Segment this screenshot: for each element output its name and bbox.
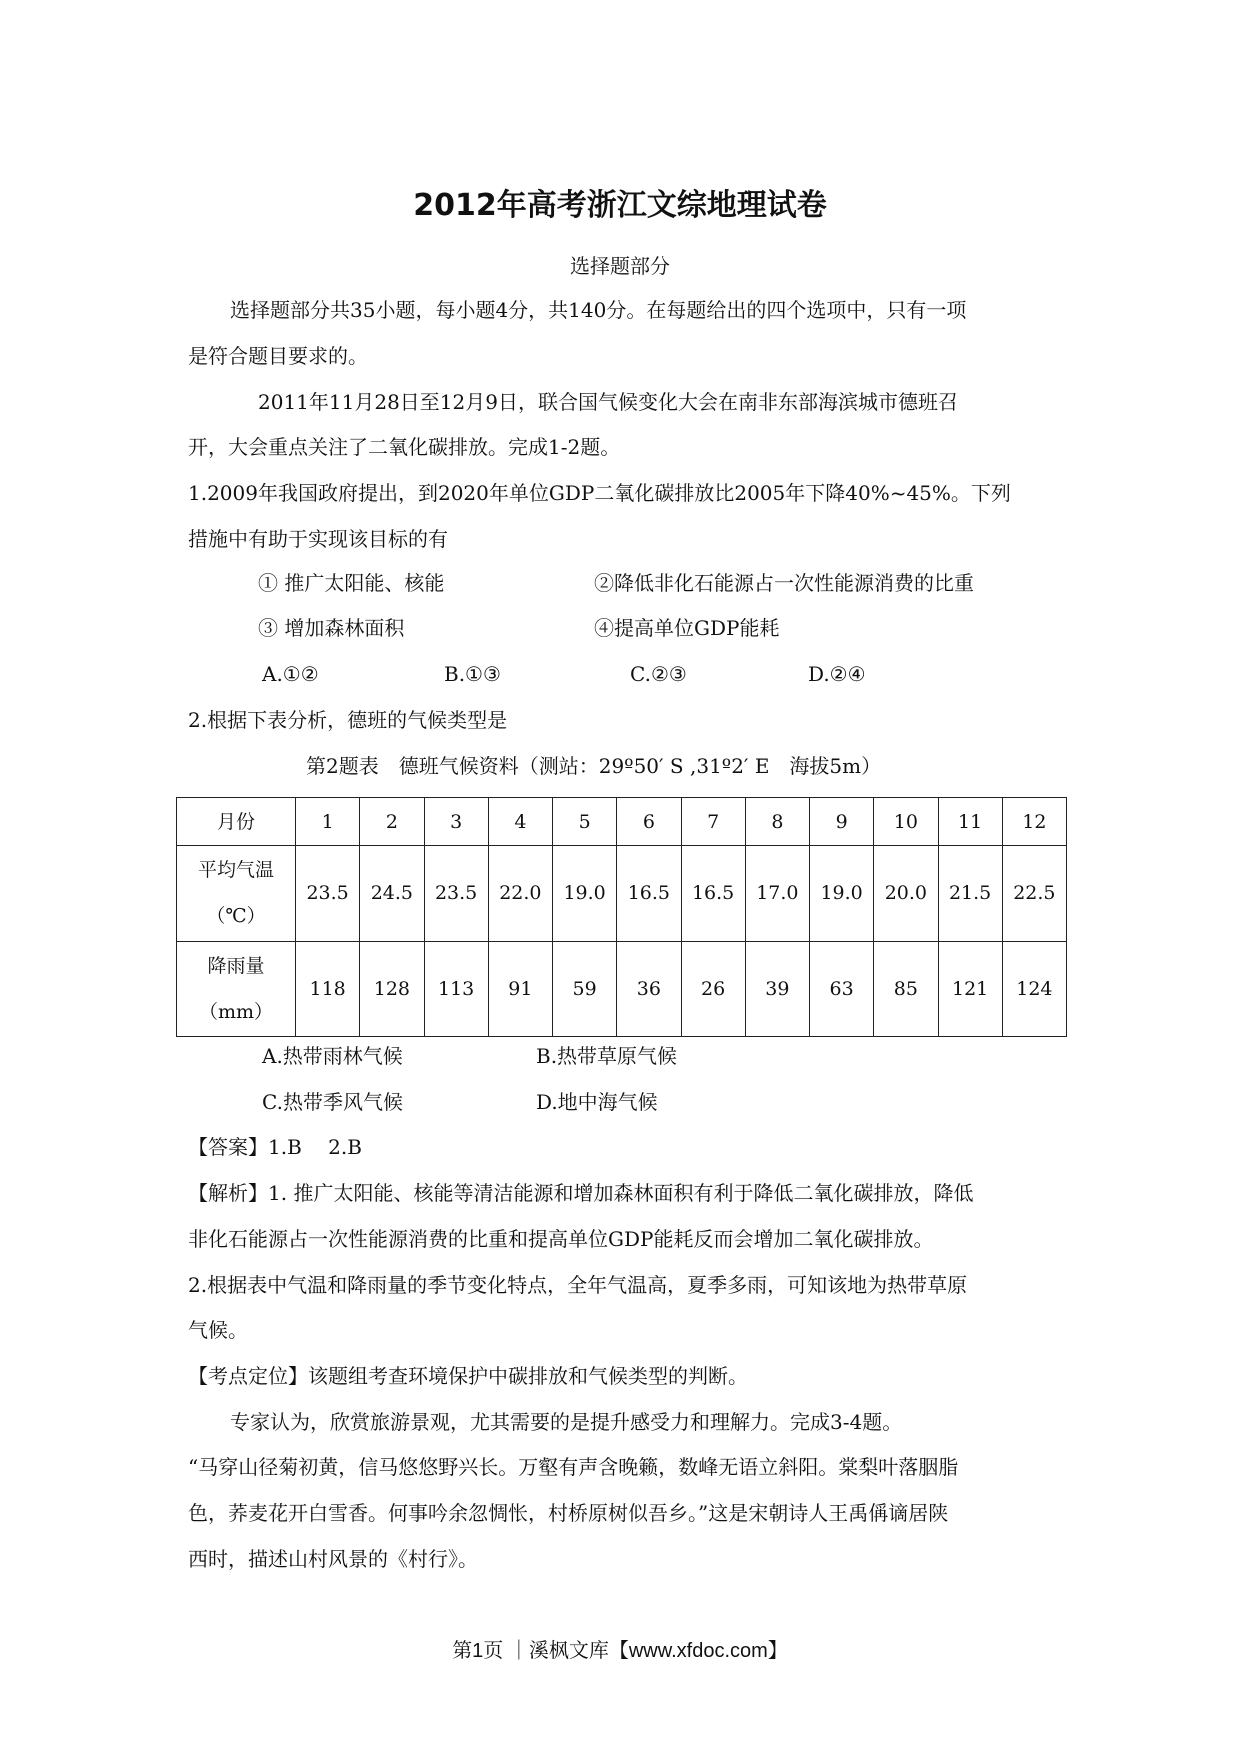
poem-line-1: “马穿山径菊初黄，信马悠悠野兴长。万壑有声含晚籁，数峰无语立斜阳。棠梨叶落胭脂 xyxy=(188,1455,959,1479)
page-title: 2012年高考浙江文综地理试卷 xyxy=(413,188,827,223)
month-cell: 5 xyxy=(553,798,617,846)
rainfall-cell: 59 xyxy=(553,941,617,1036)
q1-item-1: ① 推广太阳能、核能 xyxy=(258,571,445,595)
context1-line-2: 开，大会重点关注了二氧化碳排放。完成1-2题。 xyxy=(188,435,621,459)
rainfall-cell: 85 xyxy=(874,941,938,1036)
temperature-label: 平均气温 xyxy=(197,859,274,882)
q1-line-2: 措施中有助于实现该目标的有 xyxy=(188,527,448,551)
q2-option-c: C.热带季风气候 xyxy=(262,1090,403,1114)
rainfall-cell: 39 xyxy=(745,941,809,1036)
temperature-cell: 16.5 xyxy=(617,846,681,941)
context2-line: 专家认为，欣赏旅游景观，尤其需要的是提升感受力和理解力。完成3-4题。 xyxy=(230,1410,903,1434)
q1-option-c: C.②③ xyxy=(630,662,687,686)
temperature-cell: 22.0 xyxy=(488,846,552,941)
q2-line-1: 2.根据下表分析，德班的气候类型是 xyxy=(188,708,508,732)
month-cell: 7 xyxy=(681,798,745,846)
temperature-cell: 23.5 xyxy=(296,846,360,941)
table-row-rainfall xyxy=(177,941,1067,1036)
analysis-line-1: 【解析】1. 推广太阳能、核能等清洁能源和增加森林面积有利于降低二氧化碳排放，降低 xyxy=(188,1181,974,1205)
month-cell: 10 xyxy=(874,798,938,846)
rainfall-cell: 121 xyxy=(938,941,1002,1036)
temperature-cell: 19.0 xyxy=(553,846,617,941)
table-row-months xyxy=(177,798,1067,846)
q1-option-b: B.①③ xyxy=(444,662,501,686)
page-footer: 第1页 ｜溪枫文库【www.xfdoc.com】 xyxy=(452,1640,788,1662)
row-header-rainfall xyxy=(177,941,296,1036)
month-cell: 9 xyxy=(810,798,874,846)
temperature-cell: 17.0 xyxy=(745,846,809,941)
context1-line-1: 2011年11月28日至12月9日，联合国气候变化大会在南非东部海滨城市德班召 xyxy=(258,390,958,414)
analysis-line-3: 2.根据表中气温和降雨量的季节变化特点，全年气温高，夏季多雨，可知该地为热带草原 xyxy=(188,1273,968,1297)
section-title: 选择题部分 xyxy=(570,254,670,278)
month-cell: 8 xyxy=(745,798,809,846)
rainfall-cell: 91 xyxy=(488,941,552,1036)
temperature-cell: 22.5 xyxy=(1002,846,1066,941)
temperature-unit: （℃） xyxy=(206,905,266,928)
poem-line-2: 色，荞麦花开白雪香。何事吟余忽惆怅，村桥原树似吾乡。”这是宋朝诗人王禹偁谪居陕 xyxy=(188,1501,949,1525)
intro-line-1: 选择题部分共35小题，每小题4分，共140分。在每题给出的四个选项中，只有一项 xyxy=(230,298,967,322)
rainfall-cell: 128 xyxy=(360,941,424,1036)
row-header-month: 月份 xyxy=(177,798,296,846)
rainfall-cell: 118 xyxy=(296,941,360,1036)
q1-line-1: 1.2009年我国政府提出，到2020年单位GDP二氧化碳排放比2005年下降40%~45%。下列 xyxy=(188,481,1011,505)
temperature-cell: 23.5 xyxy=(424,846,488,941)
rainfall-cell: 26 xyxy=(681,941,745,1036)
temperature-cell: 16.5 xyxy=(681,846,745,941)
q1-option-d: D.②④ xyxy=(808,662,866,686)
temperature-cell: 20.0 xyxy=(874,846,938,941)
temperature-cell: 19.0 xyxy=(810,846,874,941)
rainfall-cell: 113 xyxy=(424,941,488,1036)
temperature-cell: 21.5 xyxy=(938,846,1002,941)
q2-option-d: D.地中海气候 xyxy=(536,1090,658,1114)
rainfall-label: 降雨量 xyxy=(207,954,265,977)
q1-item-3: ③ 增加森林面积 xyxy=(258,616,405,640)
temperature-cell: 24.5 xyxy=(360,846,424,941)
month-cell: 4 xyxy=(488,798,552,846)
climate-table xyxy=(176,797,1067,1037)
rainfall-cell: 63 xyxy=(810,941,874,1036)
analysis-line-2: 非化石能源占一次性能源消费的比重和提高单位GDP能耗反而会增加二氧化碳排放。 xyxy=(188,1227,934,1251)
rainfall-cell: 36 xyxy=(617,941,681,1036)
q1-item-2: ②降低非化石能源占一次性能源消费的比重 xyxy=(594,571,974,595)
q1-option-a: A.①② xyxy=(262,662,319,686)
month-cell: 1 xyxy=(296,798,360,846)
row-header-temperature xyxy=(177,846,296,941)
table-caption: 第2题表 德班气候资料（测站：29º50′ S ,31º2′ E 海拔5m） xyxy=(306,754,882,778)
month-cell: 6 xyxy=(617,798,681,846)
poem-line-3: 西时，描述山村风景的《村行》。 xyxy=(188,1547,478,1571)
month-cell: 12 xyxy=(1002,798,1066,846)
focus-line: 【考点定位】该题组考查环境保护中碳排放和气候类型的判断。 xyxy=(188,1364,748,1388)
q2-option-b: B.热带草原气候 xyxy=(536,1044,678,1068)
q1-item-4: ④提高单位GDP能耗 xyxy=(594,616,780,640)
table-row-temperature xyxy=(177,846,1067,941)
intro-line-2: 是符合题目要求的。 xyxy=(188,344,368,368)
rainfall-cell: 124 xyxy=(1002,941,1066,1036)
answer-line: 【答案】1.B 2.B xyxy=(188,1135,362,1159)
month-cell: 2 xyxy=(360,798,424,846)
q2-option-a: A.热带雨林气候 xyxy=(262,1044,403,1068)
month-cell: 11 xyxy=(938,798,1002,846)
month-cell: 3 xyxy=(424,798,488,846)
analysis-line-4: 气候。 xyxy=(188,1318,248,1342)
rainfall-unit: （mm） xyxy=(198,1000,274,1023)
